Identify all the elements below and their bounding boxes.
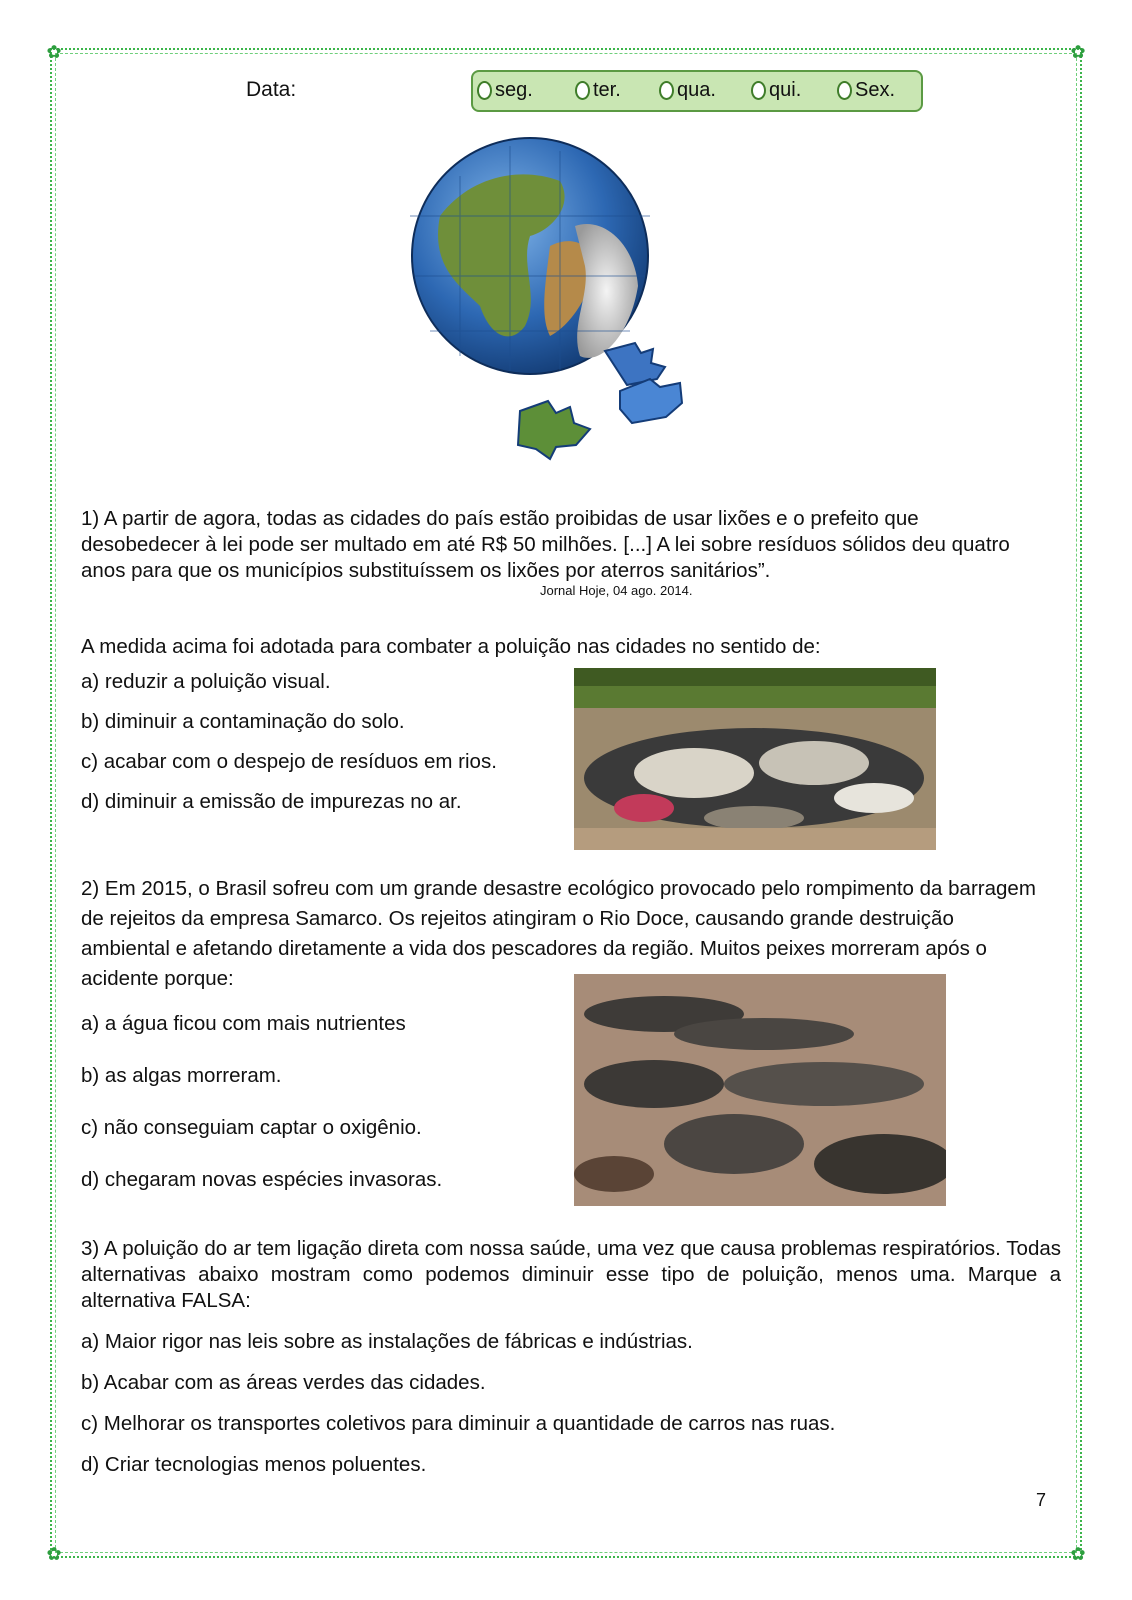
page-number: 7 (1036, 1490, 1047, 1510)
question-1-option-a[interactable]: a) reduzir a poluição visual. (81, 670, 331, 693)
radio-icon[interactable] (477, 81, 492, 100)
radio-icon[interactable] (659, 81, 674, 100)
garbage-dump-photo (574, 668, 936, 850)
puzzle-globe-illustration (400, 136, 730, 476)
question-2-option-d[interactable]: d) chegaram novas espécies invasoras. (81, 1168, 443, 1191)
corner-ornament-icon: ✿ (1070, 42, 1086, 62)
corner-ornament-icon: ✿ (46, 42, 62, 62)
question-1-option-d[interactable]: d) diminuir a emissão de impurezas no ar. (81, 790, 462, 813)
puzzle-piece-icon (620, 379, 682, 423)
corner-ornament-icon: ✿ (1070, 1544, 1086, 1564)
question-1-text: 1) A partir de agora, todas as cidades do país estão proibidas de usar lixões e o prefeito que desobedecer à lei pode ser multado em até R$ 50 milhões. [...] A lei sobre resíduos sólidos deu quatro anos para que os municípios substituíssem os lixões por aterros sanitários”. (81, 507, 1010, 582)
question-2-option-c[interactable]: c) não conseguiam captar o oxigênio. (81, 1116, 422, 1139)
question-1-option-c[interactable]: c) acabar com o despejo de resíduos em rios. (81, 750, 497, 773)
day-option-ter[interactable]: ter. (575, 79, 621, 102)
dead-fish-photo (574, 974, 946, 1206)
corner-ornament-icon: ✿ (46, 1544, 62, 1564)
question-2-option-b[interactable]: b) as algas morreram. (81, 1064, 282, 1087)
day-option-seg[interactable]: seg. (477, 79, 533, 102)
radio-icon[interactable] (575, 81, 590, 100)
radio-icon[interactable] (837, 81, 852, 100)
question-2-option-a[interactable]: a) a água ficou com mais nutrientes (81, 1012, 406, 1035)
question-3-option-b[interactable]: b) Acabar com as áreas verdes das cidades. (81, 1371, 486, 1394)
radio-icon[interactable] (751, 81, 766, 100)
question-1-option-b[interactable]: b) diminuir a contaminação do solo. (81, 710, 405, 733)
question-1-stem: A medida acima foi adotada para combater a poluição nas cidades no sentido de: (81, 635, 821, 658)
question-2-text: 2) Em 2015, o Brasil sofreu com um grande desastre ecológico provocado pelo rompimento da barragem de rejeitos da empresa Samarco. Os rejeitos atingiram o Rio Doce, causando grande destruição ambiental e afetando diretamente a vida dos pescadores da região. Muitos peixes morreram após o acidente porque: (81, 877, 1036, 990)
question-1-source: Jornal Hoje, 04 ago. 2014. (540, 583, 693, 598)
puzzle-piece-icon (518, 401, 590, 459)
question-3-option-c[interactable]: c) Melhorar os transportes coletivos para diminuir a quantidade de carros nas ruas. (81, 1412, 836, 1435)
day-option-sex[interactable]: Sex. (837, 79, 895, 102)
puzzle-piece-icon (605, 343, 665, 385)
question-3-option-a[interactable]: a) Maior rigor nas leis sobre as instalações de fábricas e indústrias. (81, 1330, 693, 1353)
day-option-qui[interactable]: qui. (751, 79, 801, 102)
day-option-qua[interactable]: qua. (659, 79, 716, 102)
weekday-selector (471, 70, 923, 112)
question-3-option-d[interactable]: d) Criar tecnologias menos poluentes. (81, 1453, 427, 1476)
question-3-text: 3) A poluição do ar tem ligação direta com nossa saúde, uma vez que causa problemas respiratórios. Todas alternativas abaixo mostram como podemos diminuir esse tipo de poluição, menos uma. Marque a alternativa FALSA: (81, 1237, 1061, 1312)
date-label: Data: (246, 78, 297, 101)
